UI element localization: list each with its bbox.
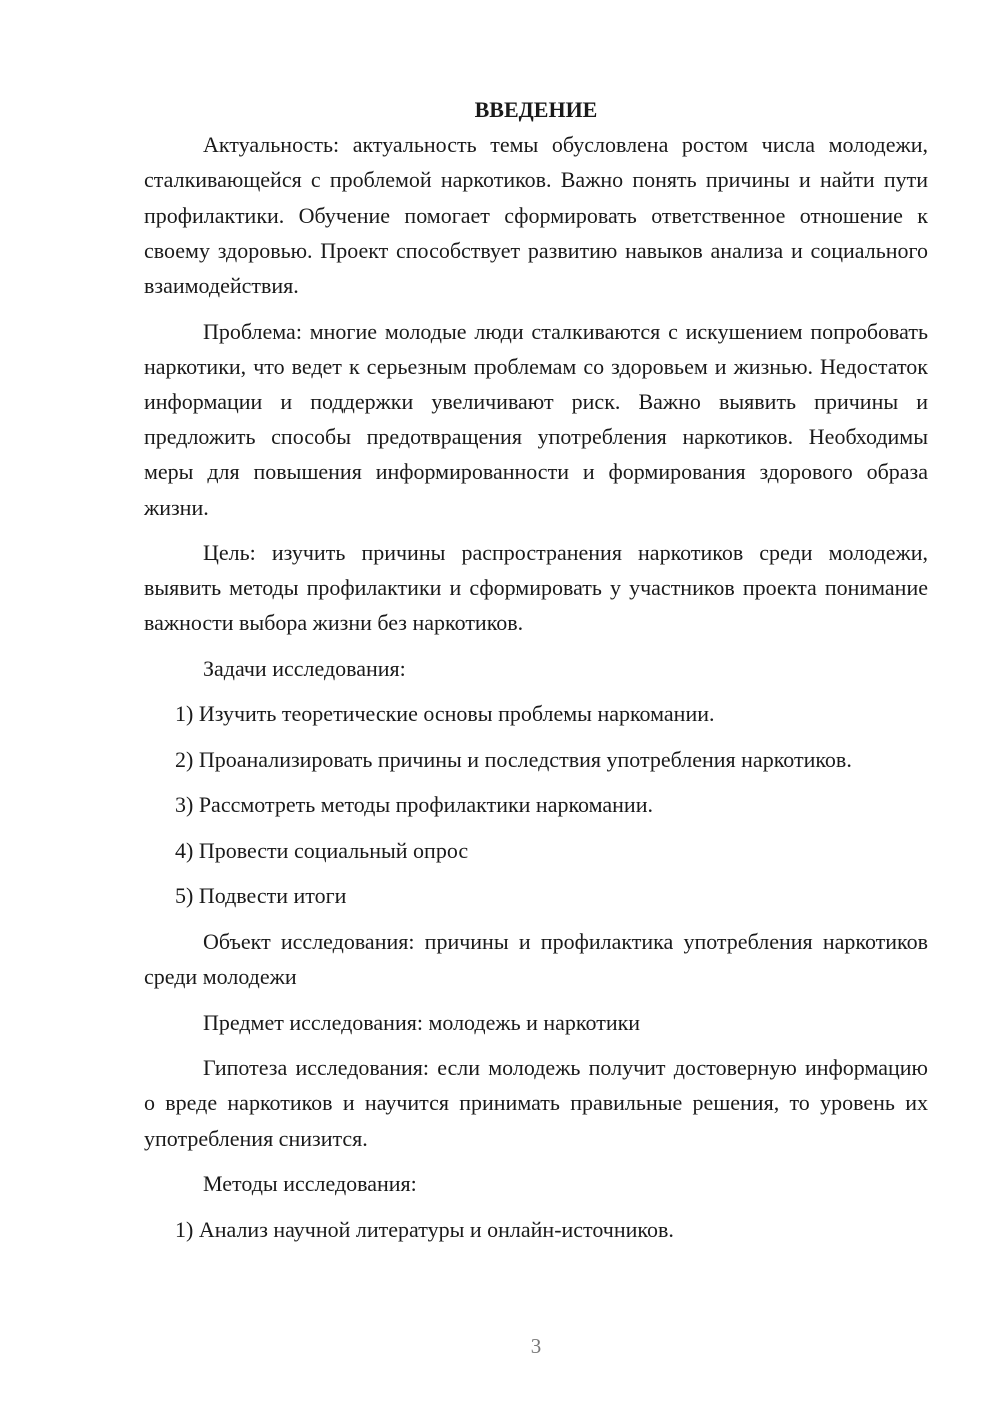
task-item: 4) Провести социальный опрос <box>175 837 469 863</box>
section-title: ВВЕДЕНИЕ <box>474 97 598 122</box>
task-item: 5) Подвести итоги <box>175 883 347 909</box>
paragraph-hypothesis: Гипотеза исследования: если молодежь получит достоверную информацию о вреде наркотиков и научится принимать правильные решения, то уровень их употребления снизится. <box>144 1055 928 1151</box>
methods-heading: Методы исследования: <box>203 1171 417 1197</box>
task-item: 3) Рассмотреть методы профилактики наркомании. <box>175 792 653 818</box>
paragraph-problem: Проблема: многие молодые люди сталкиваются с искушением попробовать наркотики, что ведет к серьезным проблемам со здоровьем и жизнью. Недостаток информации и поддержки увеличивают риск. Важно выявить причины и предложить способы предотвращения употребления наркотиков. Необходимы меры для повышения информированности и формирования здорового образа жизни. <box>144 318 928 520</box>
tasks-heading: Задачи исследования: <box>203 655 406 681</box>
paragraph-object: Объект исследования: причины и профилактика употребления наркотиков среди молодежи <box>144 928 928 990</box>
paragraph-relevance: Актуальность: актуальность темы обусловлена ростом числа молодежи, сталкивающейся с проблемой наркотиков. Важно понять причины и найти пути профилактики. Обучение помогает сформировать ответственное отношение к своему здоровью. Проект способствует развитию навыков анализа и социального взаимодействия. <box>144 132 928 299</box>
paragraph-goal: Цель: изучить причины распространения наркотиков среди молодежи, выявить методы профилактики и сформировать у участников проекта понимание важности выбора жизни без наркотиков. <box>144 540 928 636</box>
task-item: 1) Изучить теоретические основы проблемы наркомании. <box>175 701 715 727</box>
page-content <box>144 92 928 1257</box>
task-item: 2) Проанализировать причины и последствия употребления наркотиков. <box>175 746 852 772</box>
method-item: 1) Анализ научной литературы и онлайн-источников. <box>175 1216 674 1242</box>
paragraph-subject: Предмет исследования: молодежь и наркотики <box>203 1009 641 1035</box>
page-number: 3 <box>530 1334 542 1358</box>
